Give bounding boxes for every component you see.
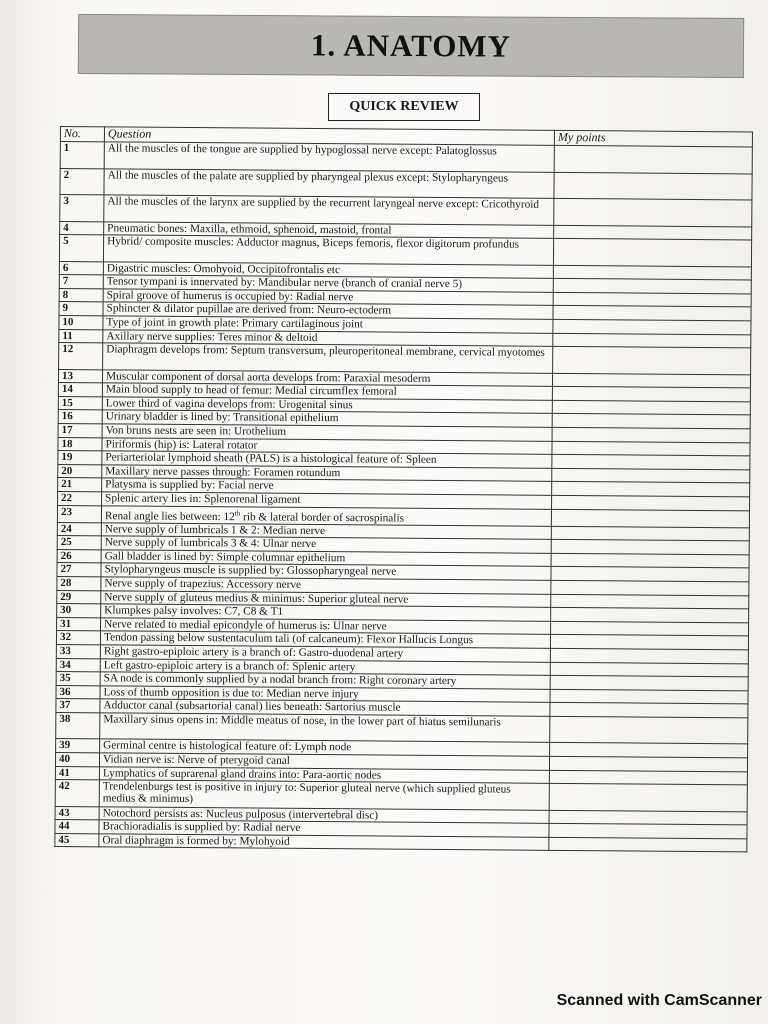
question-text: Spiral groove of humerus is occupied by: Radial nerve <box>103 289 553 306</box>
chapter-title-banner <box>78 14 744 78</box>
row-number: 12 <box>59 343 103 370</box>
my-points-cell[interactable] <box>551 509 749 528</box>
row-number: 35 <box>56 672 100 686</box>
row-number: 5 <box>59 235 103 262</box>
row-number: 17 <box>58 424 102 438</box>
question-text: Nerve supply of lumbricals 3 & 4: Ulnar nerve <box>101 536 551 553</box>
table-body <box>55 142 753 853</box>
row-number: 13 <box>58 369 102 383</box>
question-text: Type of joint in growth plate: Primary cartilaginous joint <box>103 316 553 333</box>
quick-review-table <box>54 126 753 853</box>
question-text: Sphincter & dilator pupillae are derived from: Neuro-ectoderm <box>103 302 553 319</box>
row-number: 30 <box>57 604 101 618</box>
row-number: 1 <box>60 142 104 169</box>
question-text: Digastric muscles: Omohyoid, Occipitofrontalis etc <box>103 261 553 278</box>
question-text: Periarteriolar lymphoid sheath (PALS) is a histological feature of: Spleen <box>102 451 552 468</box>
row-number: 9 <box>59 302 103 316</box>
question-text: Adductor canal (subsartorial canal) lies beneath: Sartorius muscle <box>100 699 550 716</box>
question-text: Right gastro-epiploic artery is a branch of: Gastro-duodenal artery <box>100 645 550 662</box>
row-number: 33 <box>56 644 100 658</box>
row-number: 25 <box>57 536 101 550</box>
my-points-cell[interactable] <box>554 172 752 200</box>
question-text: Gall bladder is lined by: Simple columnar epithelium <box>101 550 551 567</box>
row-number: 26 <box>57 549 101 563</box>
row-number: 16 <box>58 410 102 424</box>
row-number: 36 <box>56 685 100 699</box>
question-text: Vidian nerve is: Nerve of pterygoid canal <box>99 753 549 770</box>
my-points-cell[interactable] <box>549 784 747 812</box>
question-text: All the muscles of the larynx are supplied by the recurrent laryngeal nerve except: Cricothyroid <box>104 195 554 225</box>
row-number: 22 <box>58 491 102 505</box>
question-text: Platysma is supplied by: Facial nerve <box>102 478 552 495</box>
row-number: 15 <box>58 396 102 410</box>
question-text: All the muscles of the palate are supplied by pharyngeal plexus except: Stylopharyngeus <box>104 168 554 198</box>
quick-review-table-wrapper <box>54 126 752 853</box>
my-points-cell[interactable] <box>550 716 748 744</box>
row-number: 20 <box>58 464 102 478</box>
question-text: Trendelenburgs test is positive in injury to: Superior gluteal nerve (which supplied gluteus medius & minimus) <box>99 780 549 810</box>
row-number: 28 <box>57 576 101 590</box>
question-text: Maxillary nerve passes through: Foramen rotundum <box>102 465 552 482</box>
question-text: Piriformis (hip) is: Lateral rotator <box>102 437 552 454</box>
question-text: SA node is commonly supplied by a nodal branch from: Right coronary artery <box>100 672 550 689</box>
question-text: Von bruns nests are seen in: Urothelium <box>102 424 552 441</box>
row-number: 45 <box>55 833 99 847</box>
row-number: 23 <box>57 505 101 522</box>
column-header-no: No. <box>60 127 104 142</box>
row-number: 31 <box>57 617 101 631</box>
question-text: Nerve supply of lumbricals 1 & 2: Median nerve <box>101 522 551 539</box>
row-number: 19 <box>58 451 102 465</box>
question-text: Maxillary sinus opens in: Middle meatus of nose, in the lower part of hiatus semilunaris <box>100 713 550 743</box>
question-text: Urinary bladder is lined by: Transitional epithelium <box>102 410 552 427</box>
row-number: 37 <box>56 699 100 713</box>
my-points-cell[interactable] <box>554 145 752 173</box>
row-number: 24 <box>57 522 101 536</box>
row-number: 6 <box>59 261 103 275</box>
row-number: 42 <box>55 780 99 807</box>
question-text: Splenic artery lies in: Splenorenal ligament <box>102 492 552 509</box>
question-text: All the muscles of the tongue are supplied by hypoglossal nerve except: Palatoglossus <box>104 142 554 172</box>
my-points-cell[interactable] <box>554 198 752 226</box>
question-text: Brachioradialis is supplied by: Radial nerve <box>99 820 549 837</box>
row-number: 39 <box>56 739 100 753</box>
row-number: 44 <box>55 820 99 834</box>
row-number: 21 <box>58 478 102 492</box>
question-text: Tensor tympani is innervated by: Mandibular nerve (branch of cranial nerve 5) <box>103 275 553 292</box>
question-text: Diaphragm develops from: Septum transversum, pleuroperitoneal membrane, cervical myotomes <box>103 343 553 373</box>
row-number: 38 <box>56 712 100 739</box>
question-text: Notochord persists as: Nucleus pulposus (intervertebral disc) <box>99 806 549 823</box>
row-number: 27 <box>57 563 101 577</box>
question-text: Tendon passing below sustentaculum tali (of calcaneum): Flexor Hallucis Longus <box>100 631 550 648</box>
question-text: Loss of thumb opposition is due to: Median nerve injury <box>100 686 550 703</box>
column-header-my-points: My points <box>554 130 752 147</box>
question-text: Nerve related to medial epicondyle of humerus is: Ulnar nerve <box>101 618 551 635</box>
row-number: 7 <box>59 275 103 289</box>
question-text: Hybrid/ composite muscles: Adductor magnus, Biceps femoris, flexor digitorum profundus <box>103 235 553 265</box>
question-text: Nerve supply of trapezius: Accessory nerve <box>101 577 551 594</box>
question-text: Oral diaphragm is formed by: Mylohyoid <box>99 834 549 851</box>
question-text: Pneumatic bones: Maxilla, ethmoid, sphenoid, mastoid, frontal <box>104 221 554 238</box>
question-text: Lymphatics of suprarenal gland drains into: Para-aortic nodes <box>99 766 549 783</box>
column-header-question: Question <box>104 127 554 146</box>
question-text: Germinal centre is histological feature of: Lymph node <box>100 739 550 756</box>
row-number: 29 <box>57 590 101 604</box>
row-number: 4 <box>60 221 104 235</box>
row-number: 41 <box>55 766 99 780</box>
question-text: Main blood supply to head of femur: Medial circumflex femoral <box>102 383 552 400</box>
question-text: Klumpkes palsy involves: C7, C8 & T1 <box>101 604 551 621</box>
row-number: 32 <box>56 631 100 645</box>
row-number: 8 <box>59 288 103 302</box>
row-number: 34 <box>56 658 100 672</box>
row-number: 10 <box>59 315 103 329</box>
row-number: 43 <box>55 806 99 820</box>
question-text: Left gastro-epiploic artery is a branch of: Splenic artery <box>100 658 550 675</box>
row-number: 3 <box>60 195 104 222</box>
row-number: 11 <box>59 329 103 343</box>
camscanner-watermark: Scanned with CamScanner <box>556 992 762 1009</box>
row-number: 2 <box>60 168 104 195</box>
my-points-cell[interactable] <box>549 837 747 852</box>
row-number: 14 <box>58 383 102 397</box>
question-text: Renal angle lies between: 12th rib & lateral border of sacrospinalis <box>101 505 551 526</box>
question-text: Muscular component of dorsal aorta develops from: Paraxial mesoderm <box>102 369 552 386</box>
quick-review-label: QUICK REVIEW <box>328 93 480 121</box>
my-points-cell[interactable] <box>553 238 751 266</box>
chapter-title: 1. ANATOMY <box>310 27 512 64</box>
row-number: 18 <box>58 437 102 451</box>
my-points-cell[interactable] <box>553 347 751 375</box>
question-text: Axillary nerve supplies: Teres minor & deltoid <box>103 329 553 346</box>
question-text: Nerve supply of gluteus medius & minimus: Superior gluteal nerve <box>101 590 551 607</box>
question-text: Lower third of vagina develops from: Urogenital sinus <box>102 397 552 414</box>
question-text: Stylopharyngeus muscle is supplied by: Glossopharyngeal nerve <box>101 563 551 580</box>
row-number: 40 <box>55 752 99 766</box>
